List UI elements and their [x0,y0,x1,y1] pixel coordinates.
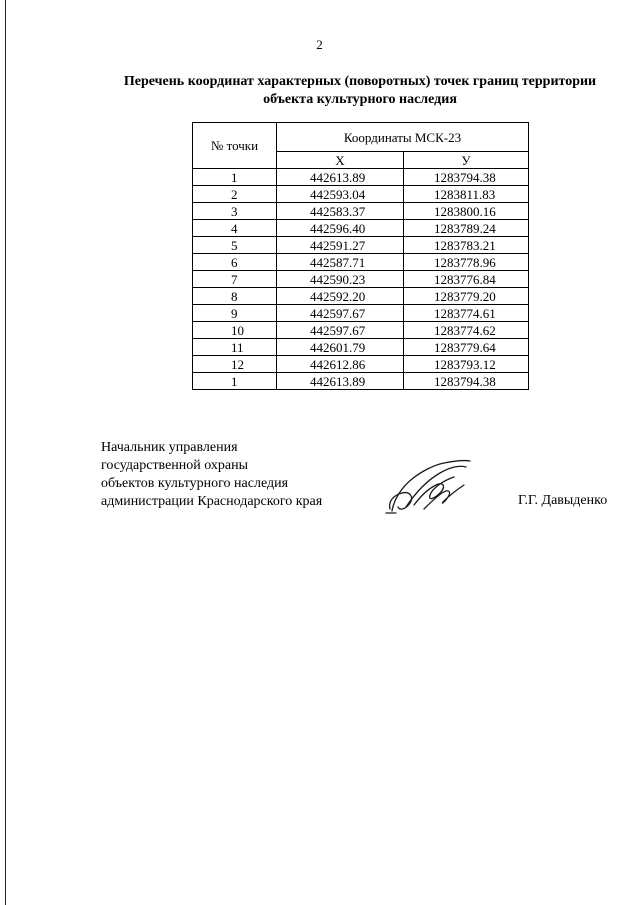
table-row [193,288,529,305]
coordinate-x-cell: 442596.40 [277,220,404,237]
header-point-number: № точки [193,123,277,169]
table-row [193,186,529,203]
point-number-cell: 6 [193,254,277,271]
point-number-cell: 12 [193,356,277,373]
table-row [193,254,529,271]
point-number-cell: 3 [193,203,277,220]
page-edge-line [5,0,6,905]
coordinate-x-cell: 442612.86 [277,356,404,373]
header-x: X [277,152,404,169]
position-line-2: государственной охраны [101,458,249,473]
coordinate-y-cell: 1283811.83 [404,186,529,203]
table-row [193,339,529,356]
coordinate-x-cell: 442613.89 [277,373,404,390]
position-line-1: Начальник управления [101,440,238,455]
coordinate-y-cell: 1283800.16 [404,203,529,220]
table-row [193,356,529,373]
header-y: У [404,152,529,169]
header-coordinates: Координаты МСК-23 [277,123,529,152]
coordinate-x-cell: 442592.20 [277,288,404,305]
coordinate-x-cell: 442583.37 [277,203,404,220]
coordinate-y-cell: 1283779.64 [404,339,529,356]
document-title [90,73,630,109]
coordinate-y-cell: 1283794.38 [404,169,529,186]
table-row [193,271,529,288]
coordinate-y-cell: 1283776.84 [404,271,529,288]
coordinate-x-cell: 442591.27 [277,237,404,254]
title-line-2: объекта культурного наследия [263,92,457,107]
table-row [193,373,529,390]
point-number-cell: 8 [193,288,277,305]
point-number-cell: 10 [193,322,277,339]
point-number-cell: 5 [193,237,277,254]
signatory-name: Г.Г. Давыденко [518,493,608,508]
coordinate-x-cell: 442587.71 [277,254,404,271]
point-number-cell: 7 [193,271,277,288]
coordinate-x-cell: 442593.04 [277,186,404,203]
coordinate-y-cell: 1283783.21 [404,237,529,254]
signatory-position [101,439,361,511]
coordinate-y-cell: 1283789.24 [404,220,529,237]
handwritten-signature [384,451,476,517]
point-number-cell: 2 [193,186,277,203]
table-row [193,322,529,339]
title-line-1: Перечень координат характерных (поворотных) точек границ территории [123,74,597,89]
coordinate-y-cell: 1283794.38 [404,373,529,390]
table-row [193,237,529,254]
coordinate-x-cell: 442597.67 [277,322,404,339]
coordinate-x-cell: 442613.89 [277,169,404,186]
point-number-cell: 9 [193,305,277,322]
table-row [193,305,529,322]
coordinates-table-body [193,169,529,390]
point-number-cell: 1 [193,169,277,186]
table-row [193,203,529,220]
coordinate-x-cell: 442597.67 [277,305,404,322]
point-number-cell: 4 [193,220,277,237]
coordinate-y-cell: 1283774.61 [404,305,529,322]
point-number-cell: 1 [193,373,277,390]
position-line-4: администрации Краснодарского края [101,494,323,509]
coordinates-table [192,122,529,390]
coordinate-y-cell: 1283778.96 [404,254,529,271]
point-number-cell: 11 [193,339,277,356]
table-row [193,220,529,237]
page-number: 2 [316,37,323,52]
coordinate-y-cell: 1283774.62 [404,322,529,339]
position-line-3: объектов культурного наследия [101,476,289,491]
coordinate-y-cell: 1283779.20 [404,288,529,305]
coordinate-y-cell: 1283793.12 [404,356,529,373]
coordinate-x-cell: 442590.23 [277,271,404,288]
table-row [193,169,529,186]
coordinate-x-cell: 442601.79 [277,339,404,356]
